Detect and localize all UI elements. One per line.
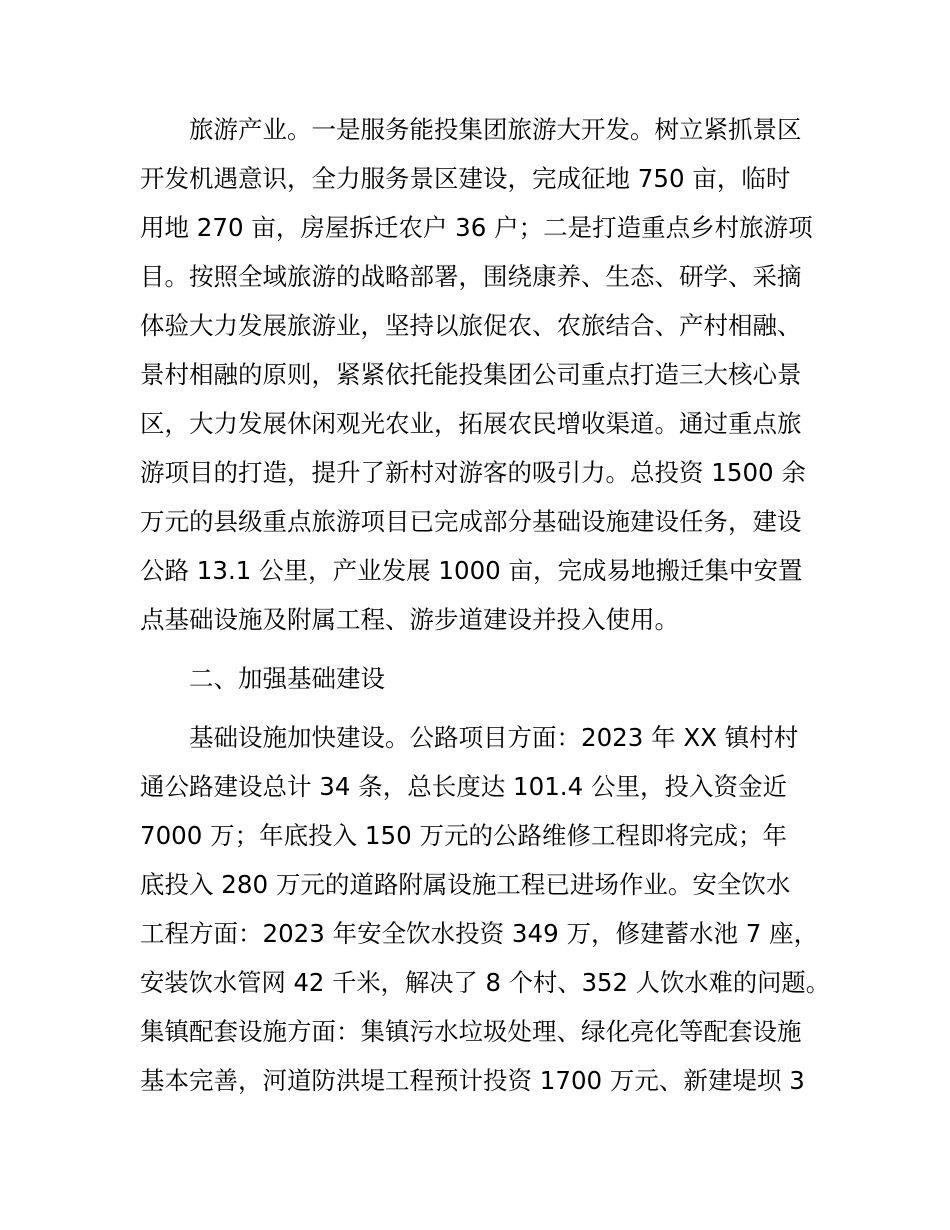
paragraph-tourism-line-4: 目。按照全域旅游的战略部署，围绕康养、生态、研学、采摘 (140, 262, 802, 291)
paragraph-tourism-line-1: 旅游产业。一是服务能投集团旅游大开发。树立紧抓景区 (189, 115, 802, 144)
paragraph-infrastructure-line-2: 通公路建设总计 34 条，总长度达 101.4 公里，投入资金近 (140, 772, 787, 801)
paragraph-tourism-line-9: 万元的县级重点旅游项目已完成部分基础设施建设任务，建设 (140, 507, 802, 536)
paragraph-tourism-line-6: 景村相融的原则，紧紧依托能投集团公司重点打造三大核心景 (140, 360, 802, 389)
paragraph-infrastructure-line-4: 底投入 280 万元的道路附属设施工程已进场作业。安全饮水 (140, 870, 791, 899)
paragraph-tourism-line-2: 开发机遇意识，全力服务景区建设，完成征地 750 亩，临时 (140, 164, 791, 193)
paragraph-infrastructure-line-7: 集镇配套设施方面：集镇污水垃圾处理、绿化亮化等配套设施 (140, 1017, 802, 1046)
paragraph-tourism-line-8: 游项目的打造，提升了新村对游客的吸引力。总投资 1500 余 (140, 458, 806, 487)
paragraph-tourism-line-11: 点基础设施及附属工程、游步道建设并投入使用。 (140, 605, 679, 634)
paragraph-infrastructure-line-6: 安装饮水管网 42 千米，解决了 8 个村、352 人饮水难的问题。 (140, 968, 830, 997)
paragraph-infrastructure-line-1: 基础设施加快建设。公路项目方面：2023 年 XX 镇村村 (189, 723, 799, 752)
paragraph-infrastructure-line-5: 工程方面：2023 年安全饮水投资 349 万，修建蓄水池 7 座， (140, 919, 819, 948)
section-heading: 二、加强基础建设 (189, 664, 385, 693)
paragraph-infrastructure-line-8: 基本完善，河道防洪堤工程预计投资 1700 万元、新建堤坝 3 (140, 1066, 805, 1095)
paragraph-tourism-line-3: 用地 270 亩，房屋拆迁农户 36 户；二是打造重点乡村旅游项 (140, 213, 813, 242)
paragraph-tourism-line-7: 区，大力发展休闲观光农业，拓展农民增收渠道。通过重点旅 (140, 409, 802, 438)
paragraph-infrastructure-line-3: 7000 万；年底投入 150 万元的公路维修工程即将完成；年 (140, 821, 787, 850)
paragraph-tourism-line-5: 体验大力发展旅游业，坚持以旅促农、农旅结合、产村相融、 (140, 311, 802, 340)
paragraph-tourism-line-10: 公路 13.1 公里，产业发展 1000 亩，完成易地搬迁集中安置 (140, 556, 803, 585)
